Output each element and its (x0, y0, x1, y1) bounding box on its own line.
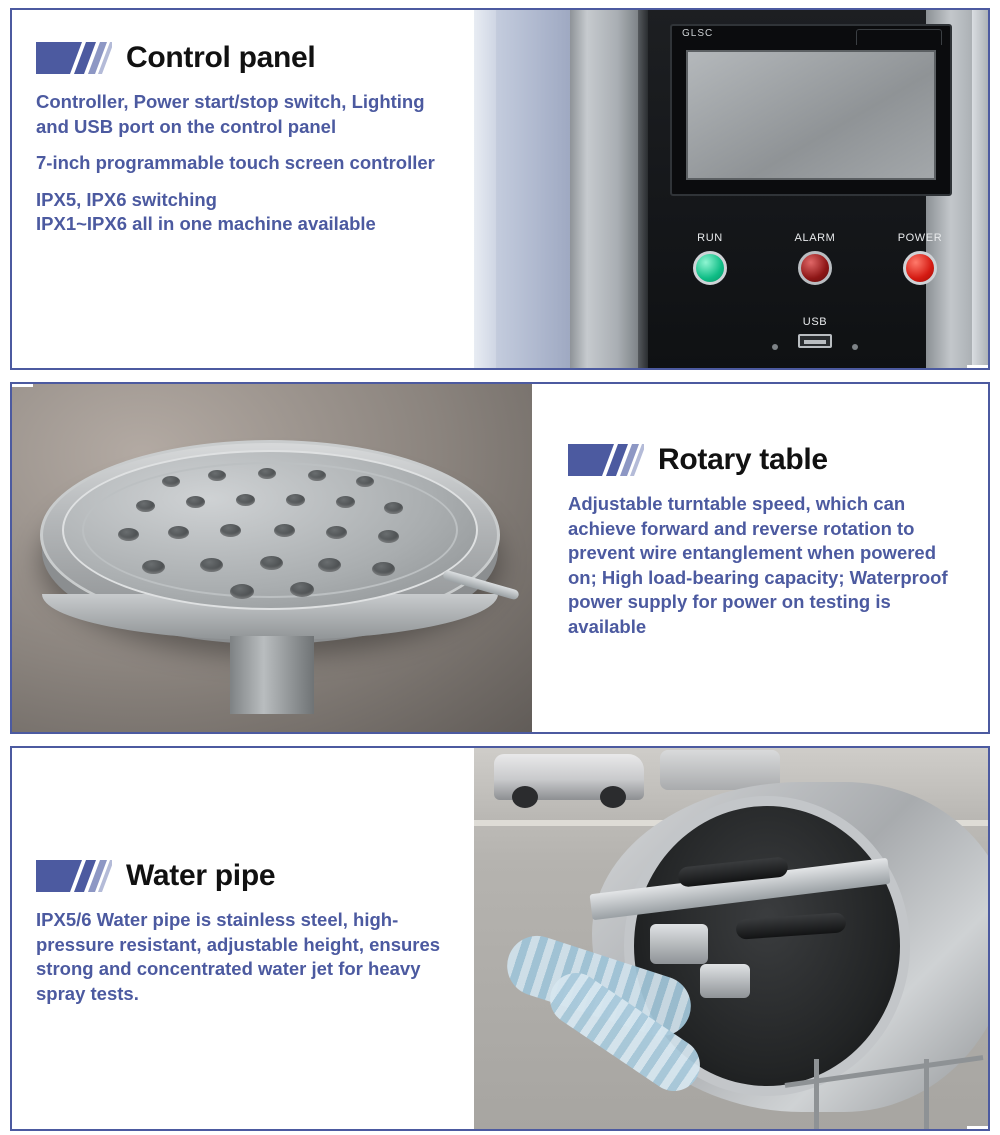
water-pipe-text-column (12, 748, 474, 1129)
rotary-table-text-column (532, 384, 988, 732)
control-panel-title: Control panel (126, 41, 316, 74)
water-pipe-paragraph-1: IPX5/6 Water pipe is stainless steel, high-pressure resistant, adjustable height, ensures strong and concentrated water jet for heavy spray tests. (36, 909, 441, 1004)
touch-screen-panel (670, 24, 952, 196)
power-lamp-icon[interactable] (903, 251, 937, 285)
flag-stripes-icon (36, 858, 112, 894)
control-panel-image (474, 10, 988, 368)
power-indicator[interactable] (880, 232, 960, 285)
brand-label: GLSC (682, 28, 714, 39)
alarm-indicator[interactable] (775, 232, 855, 285)
control-panel-text-column (12, 10, 474, 368)
flag-stripes-icon (36, 40, 112, 76)
water-pipe-title: Water pipe (126, 859, 276, 892)
rotary-table-paragraph-1: Adjustable turntable speed, which can achieve forward and reverse rotation to prevent wire entanglement when powered on; High load-bearing capacity; Waterproof power supply for power on testing is available (568, 493, 948, 637)
rotary-table-heading (568, 442, 968, 478)
alarm-lamp-icon[interactable] (798, 251, 832, 285)
usb-port-icon[interactable] (798, 334, 832, 348)
rotary-table-image (12, 384, 532, 732)
run-indicator[interactable] (670, 232, 750, 285)
section-card-rotary-table (10, 382, 990, 734)
section-card-control-panel (10, 8, 990, 370)
touch-screen-display[interactable] (686, 50, 936, 180)
water-pipe-heading (36, 858, 454, 894)
run-lamp-icon[interactable] (693, 251, 727, 285)
water-pipe-image (474, 748, 988, 1129)
usb-section (670, 316, 960, 348)
power-label: POWER (897, 232, 943, 244)
control-panel-paragraph-4: IPX1~IPX6 all in one machine available (36, 213, 376, 235)
control-panel-heading (36, 40, 454, 76)
flag-stripes-icon (568, 442, 644, 478)
control-panel-paragraph-1: Controller, Power start/stop switch, Lighting and USB port on the control panel (36, 91, 425, 137)
usb-label: USB (802, 316, 828, 328)
rotary-table-title: Rotary table (658, 443, 828, 476)
control-panel-paragraph-3: IPX5, IPX6 switching (36, 188, 217, 210)
control-panel-paragraph-2: 7-inch programmable touch screen controller (36, 152, 435, 174)
run-label: RUN (697, 232, 723, 244)
alarm-label: ALARM (794, 232, 836, 244)
section-card-water-pipe (10, 746, 990, 1131)
